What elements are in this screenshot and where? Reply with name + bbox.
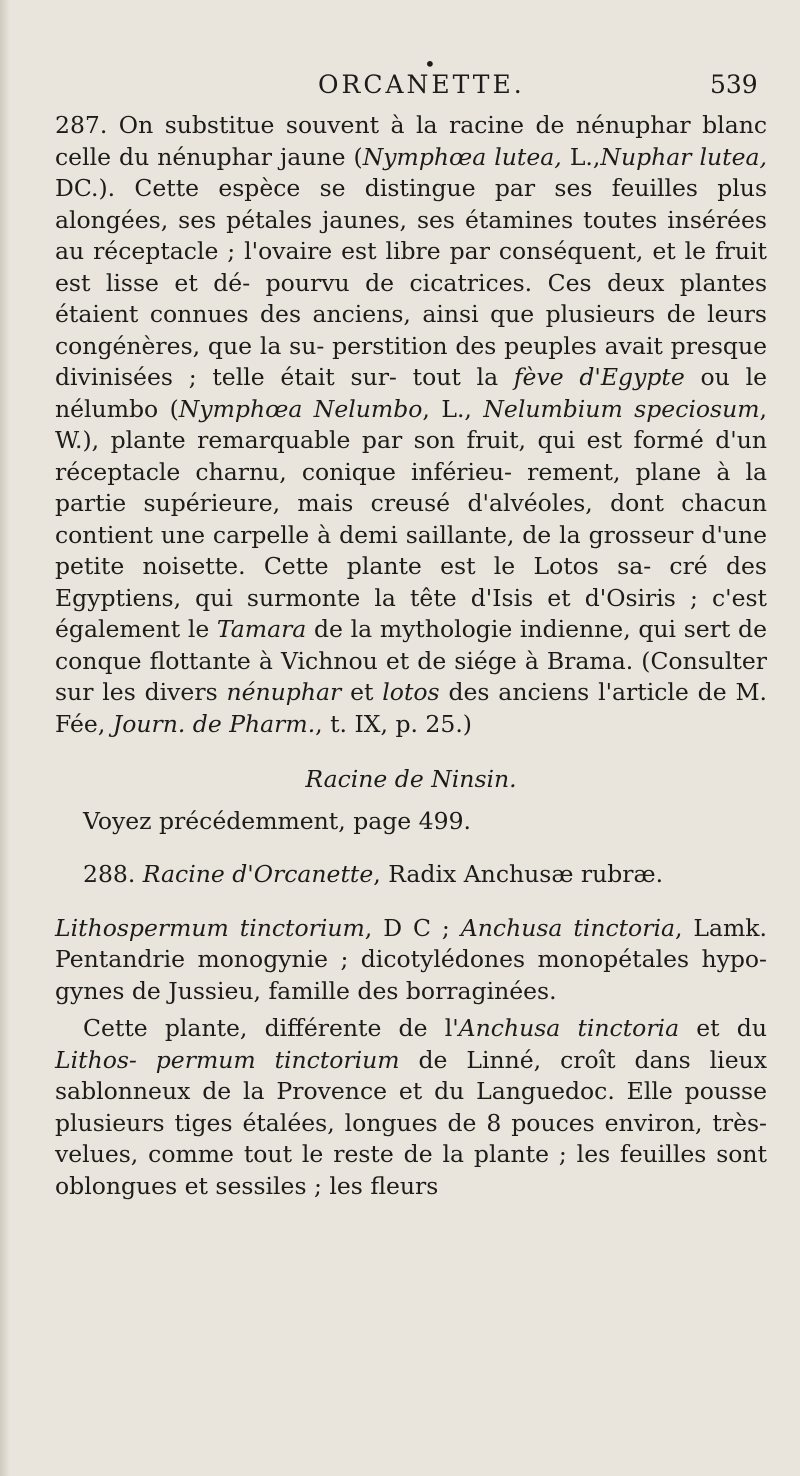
text-run: DC.). Cette espèce se distingue par ses feuilles plus alongées, ses pétales jaunes, ses étamines toutes insérées au réceptacle ; l'ovaire est libre par conséquent, et le fruit est lisse et dé- pourvu de cicatrices. Ces deux plantes étaient connues des anciens, ainsi que plusieurs de leurs congénères, que la su- perstition des peuples avait presque divinisées ; telle était sur- tout la bbox=[55, 174, 767, 391]
section-heading-ninsin: Racine de Ninsin. bbox=[305, 765, 517, 793]
text-run: et du bbox=[679, 1014, 767, 1042]
paragraph-288-title bbox=[55, 859, 767, 891]
italic-run: Racine d'Orcanette bbox=[142, 860, 374, 888]
running-title: ORCANETTE. bbox=[318, 70, 525, 99]
italic-run: Anchusa tinctoria bbox=[460, 913, 675, 942]
text-run: , D C ; bbox=[364, 913, 461, 942]
text-run: , t. IX, p. 25.) bbox=[315, 709, 472, 738]
italic-run: Journ. de Pharm. bbox=[112, 709, 316, 738]
text-run: , Radix Anchusæ rubræ. bbox=[373, 860, 664, 888]
page-number: 539 bbox=[710, 70, 758, 99]
italic-run: Nuphar lutea, bbox=[600, 142, 768, 171]
italic-run: Nelumbium speciosum bbox=[483, 394, 760, 423]
italic-run: fève d'Egypte bbox=[513, 363, 685, 391]
italic-run: Nymphœa lutea, bbox=[362, 142, 562, 171]
text-run: 287. On substitue souvent à la racine de nénuphar blanc celle du nénuphar jaune ( bbox=[55, 111, 767, 171]
text-run: de la mythologie indienne, qui sert de conque flottante à Vichnou et de siége à Brama. (Consulter sur les divers bbox=[55, 615, 767, 706]
italic-run: Lithospermum tinctorium bbox=[55, 913, 365, 942]
italic-run: Nymphœa Nelumbo bbox=[178, 394, 423, 423]
italic-run: lotos bbox=[382, 678, 440, 706]
printer-mark: • bbox=[424, 52, 436, 76]
text-run: , W.), plante remarquable par son fruit, qui est formé d'un réceptacle charnu, conique inférieu- rement, plane à la partie supérieure, mais creusé d'alvéoles, dont chacun contient une carpelle à demi saillante, de la grosseur d'une petite noisette. Cette plante est le Lotos sa- cré des Egyptiens, qui surmonte la tête d'Isis et d'Osiris ; c'est également le bbox=[55, 394, 767, 643]
italic-run: Anchusa tinctoria bbox=[458, 1014, 680, 1042]
page-edge-shadow bbox=[0, 0, 10, 1476]
text-run: , L., bbox=[422, 394, 484, 423]
italic-run: nénuphar bbox=[226, 678, 342, 706]
text-run: 288. bbox=[83, 860, 143, 888]
page-body bbox=[55, 110, 767, 1202]
text-run: , Lamk. Pentandrie monogynie ; dicotylédones monopétales hypo- gynes de Jussieu, famille des borraginées. bbox=[55, 913, 768, 1005]
text-run: des anciens l'article de M. Fée, bbox=[55, 678, 768, 738]
synonyms-paragraph bbox=[55, 913, 767, 1008]
text-run: Cette plante, différente de l' bbox=[83, 1014, 459, 1042]
cross-reference: Voyez précédemment, page 499. bbox=[83, 806, 471, 835]
description-paragraph bbox=[55, 1013, 767, 1202]
paragraph-287 bbox=[55, 110, 767, 740]
text-run: et bbox=[341, 678, 383, 706]
text-run: L., bbox=[561, 142, 601, 171]
text-run: de Linné, croît dans lieux sablonneux de la Provence et du Languedoc. Elle pousse plusieurs tiges étalées, longues de 8 pouces environ, très-velues, comme tout le reste de la plante ; les feuilles sont oblongues et sessiles ; les fleurs bbox=[55, 1045, 767, 1200]
italic-run: Lithos- permum tinctorium bbox=[55, 1045, 400, 1074]
text-run: ou le nélumbo ( bbox=[55, 363, 767, 423]
running-head bbox=[0, 52, 800, 110]
italic-run: Tamara bbox=[216, 615, 307, 643]
